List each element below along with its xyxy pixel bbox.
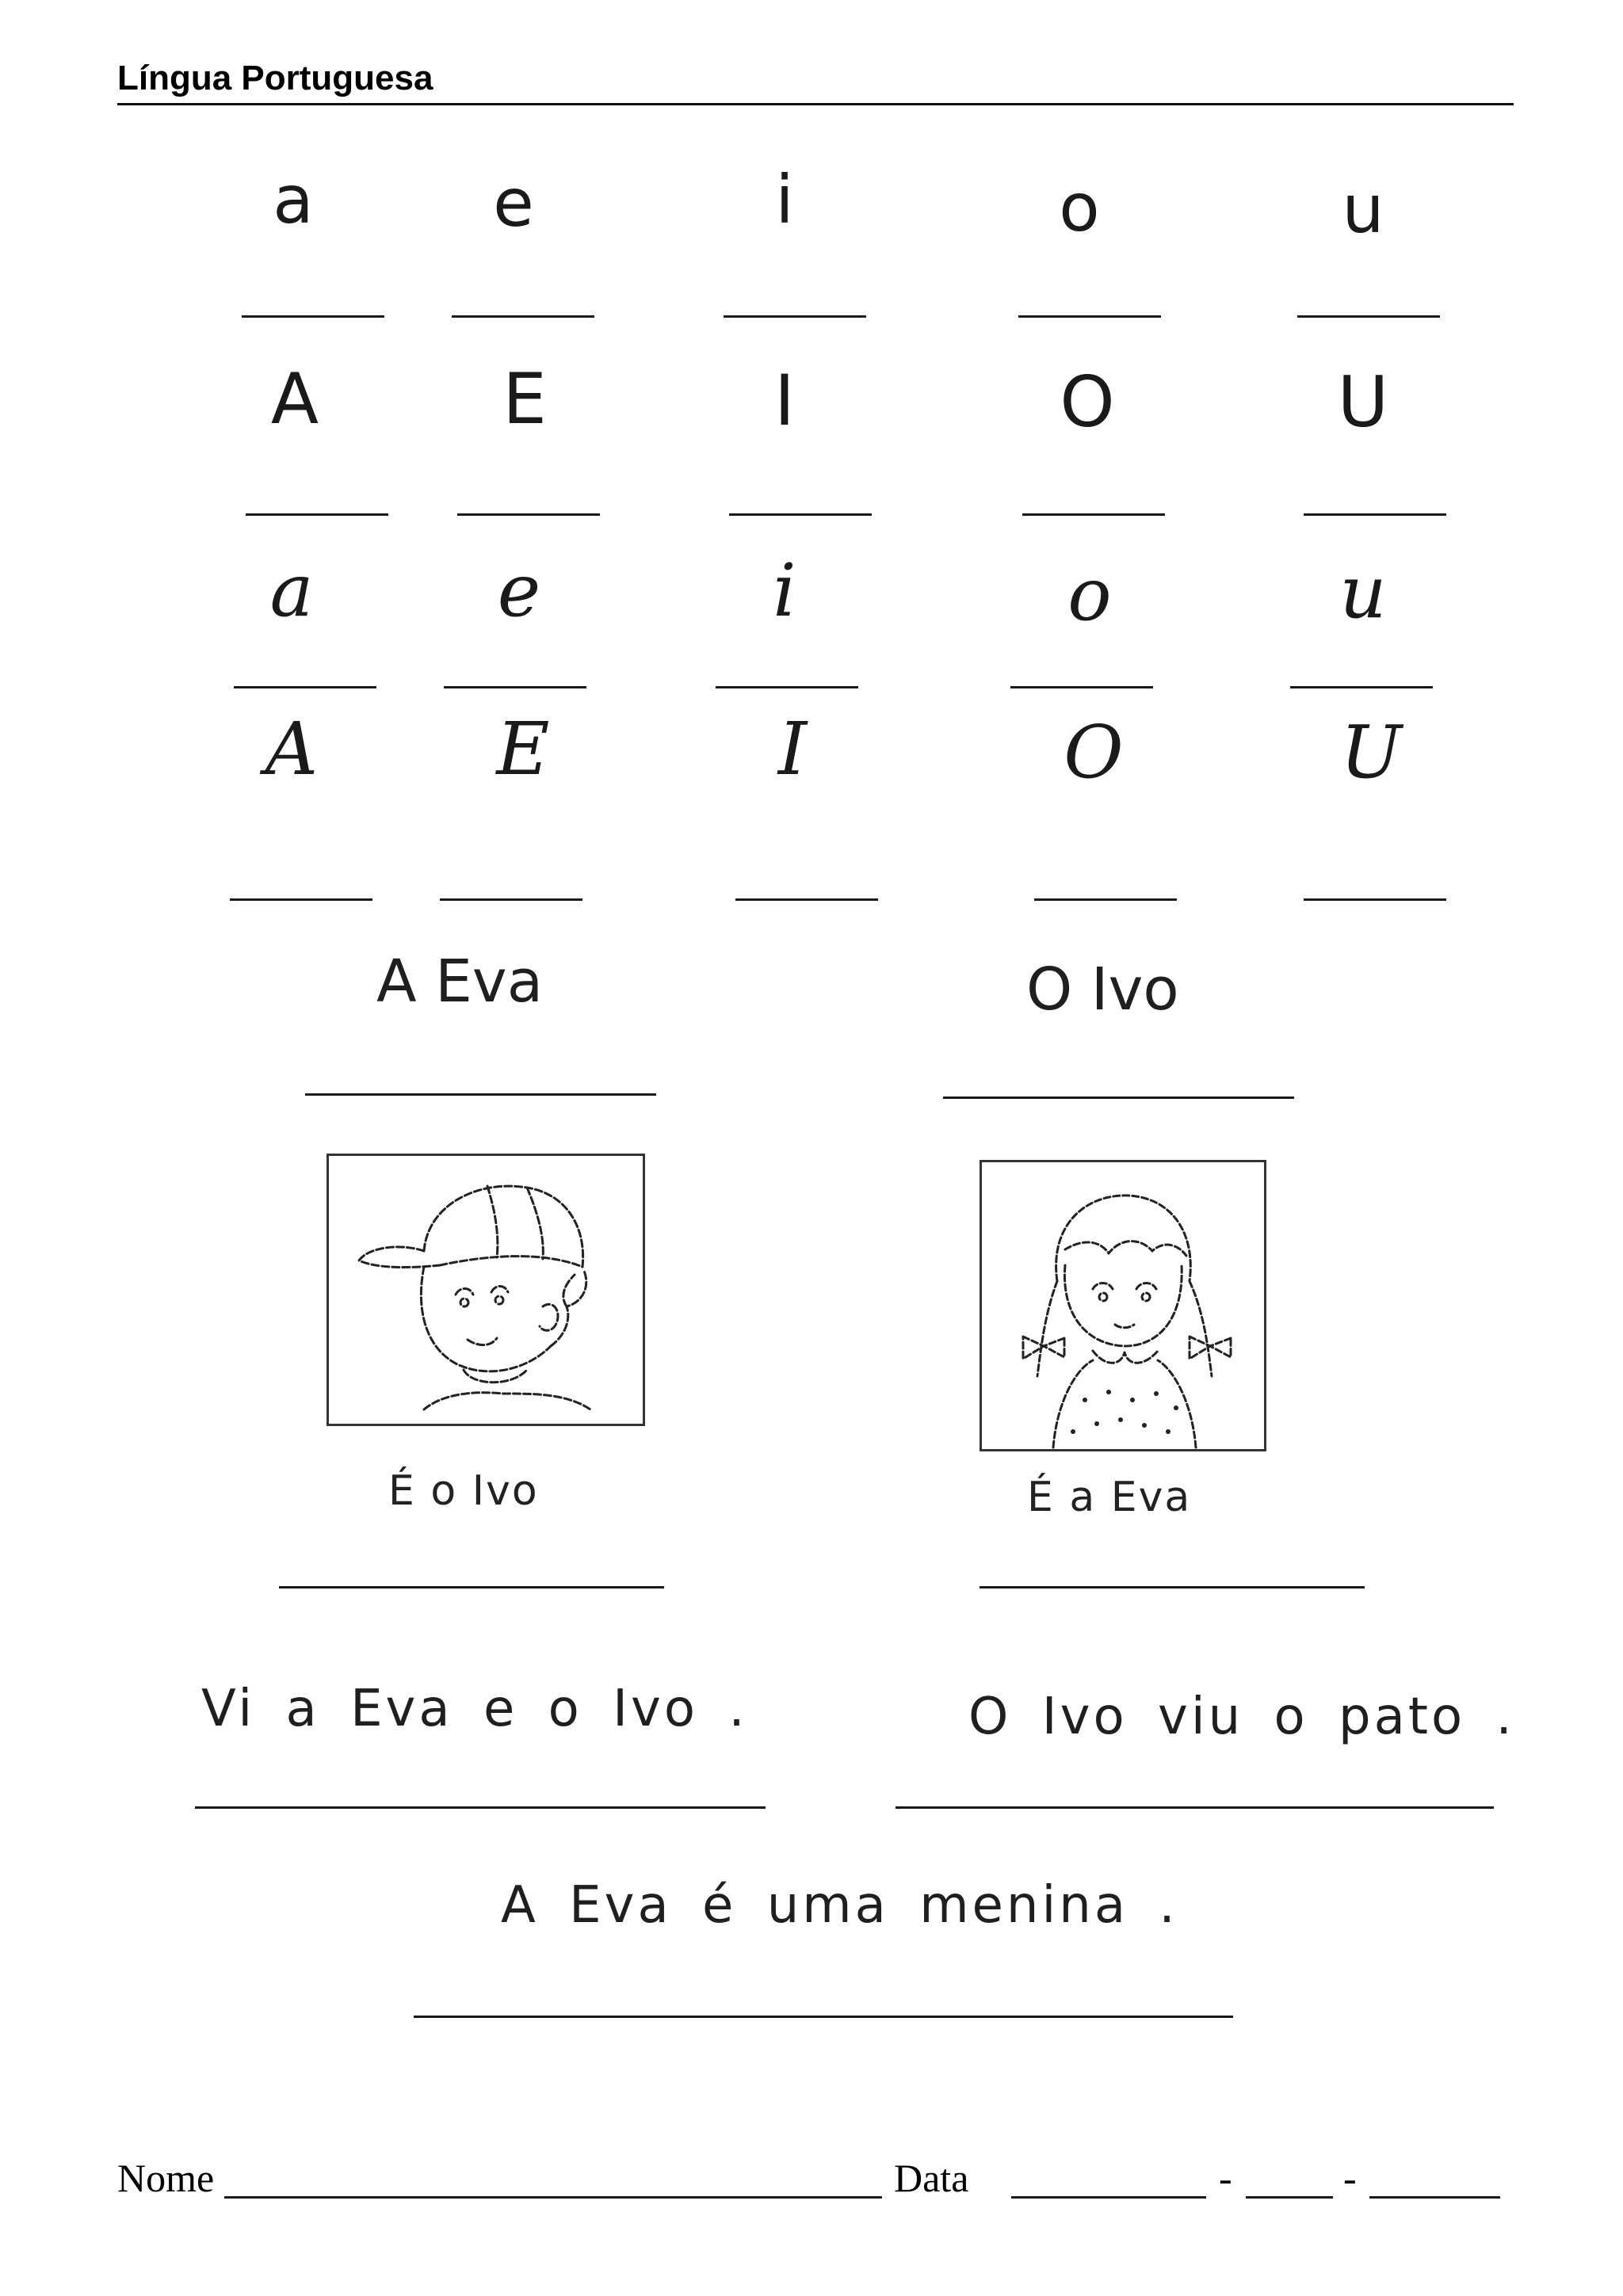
answer-line[interactable] [896,1806,1494,1809]
page-title: Língua Portuguesa [117,59,433,97]
date-label: Data [894,2156,969,2200]
answer-line[interactable] [242,315,384,318]
date-day-field[interactable] [1011,2196,1206,2199]
phrase-a-eva: A Eva [376,948,544,1016]
answer-line[interactable] [729,513,872,516]
header-rule [117,103,1514,105]
vowel-lower-u: u [1342,170,1384,248]
answer-line[interactable] [1290,686,1433,688]
vowel-cursive-lower-o: o [1067,552,1112,637]
answer-line[interactable] [414,2016,1233,2018]
vowel-cursive-lower-e: e [497,548,541,633]
phrase-o-ivo: O Ivo [1026,955,1179,1024]
answer-line[interactable] [444,686,586,688]
answer-line[interactable] [1022,513,1165,516]
answer-line[interactable] [1010,686,1153,688]
date-separator: - [1219,2156,1232,2200]
vowel-cursive-lower-i: i [773,548,796,633]
vowel-cursive-lower-a: a [269,548,314,633]
date-separator: - [1343,2156,1357,2200]
vowel-lower-o: o [1059,169,1100,246]
answer-line[interactable] [1297,315,1440,318]
vowel-upper-u: U [1337,361,1389,443]
answer-line[interactable] [457,513,600,516]
vowel-upper-o: O [1060,361,1115,443]
answer-line[interactable] [716,686,858,688]
answer-line[interactable] [230,898,372,901]
answer-line[interactable] [246,513,388,516]
answer-line[interactable] [1304,513,1446,516]
answer-line[interactable] [452,315,594,318]
answer-line[interactable] [305,1093,656,1096]
vowel-cursive-upper-a: A [265,707,319,791]
answer-line[interactable] [440,898,582,901]
answer-line[interactable] [735,898,878,901]
vowel-cursive-upper-e: E [496,707,550,791]
date-month-field[interactable] [1246,2196,1333,2199]
vowel-upper-e: E [502,358,547,440]
answer-line[interactable] [279,1586,664,1589]
date-year-field[interactable] [1369,2196,1500,2199]
picture-boy [327,1154,645,1426]
sentence-a-eva-menina: A Eva é uma menina . [501,1876,1178,1935]
vowel-lower-e: e [493,164,534,242]
answer-line[interactable] [724,315,866,318]
caption-e-a-eva: É a Eva [1027,1474,1192,1521]
boy-face-icon [329,1156,643,1424]
girl-face-icon [982,1162,1264,1449]
name-field[interactable] [224,2196,882,2199]
answer-line[interactable] [943,1097,1294,1099]
vowel-cursive-upper-i: I [777,707,808,791]
answer-line[interactable] [234,686,376,688]
vowel-cursive-lower-u: u [1339,550,1387,635]
vowel-upper-i: I [774,360,795,441]
answer-line[interactable] [1018,315,1161,318]
vowel-cursive-upper-o: O [1064,710,1124,795]
answer-line[interactable] [980,1586,1365,1589]
vowel-lower-i: i [775,161,794,238]
picture-girl [980,1160,1266,1451]
name-label: Nome [117,2156,215,2200]
caption-e-o-ivo: É o Ivo [388,1467,539,1515]
vowel-cursive-upper-u: U [1340,710,1402,795]
vowel-lower-a: a [273,161,314,238]
sentence-vi-a-eva: Vi a Eva e o Ivo . [201,1680,748,1738]
answer-line[interactable] [195,1806,766,1809]
sentence-o-ivo-viu: O Ivo viu o pato . [968,1688,1515,1746]
vowel-upper-a: A [270,358,319,440]
answer-line[interactable] [1304,898,1446,901]
answer-line[interactable] [1034,898,1177,901]
